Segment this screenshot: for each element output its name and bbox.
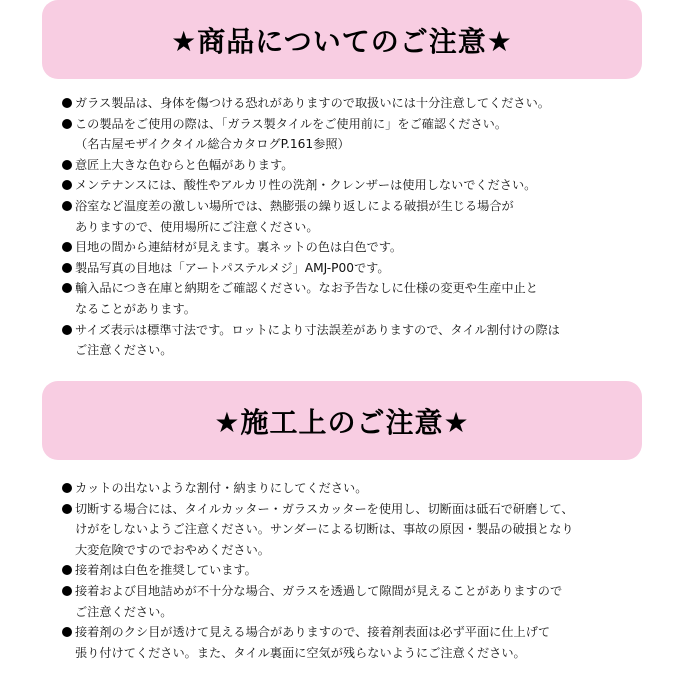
note-line: ご注意ください。 [75, 604, 173, 619]
note-item [62, 499, 662, 561]
note-text [75, 478, 367, 499]
note-line: 輸入品につき在庫と納期をご確認ください。なお予告なしに仕様の変更や生産中止と [75, 281, 538, 296]
bullet-icon [62, 325, 72, 335]
note-line: ご注意ください。 [75, 343, 173, 358]
note-line: カットの出ないような割付・納まりにしてください。 [75, 481, 368, 495]
construction-notes-title: ★施工上のご注意★ [214, 405, 470, 439]
bullet-icon [62, 565, 72, 575]
note-text [75, 320, 560, 361]
note-text [75, 499, 574, 561]
bullet-icon [62, 504, 72, 514]
note-line: ガラス製品は、身体を傷つける恐れがありますので取扱いには十分注意してください。 [75, 96, 550, 110]
note-text [75, 196, 514, 237]
bullet-icon [62, 98, 72, 108]
note-text [75, 581, 562, 622]
note-line: 大変危険ですのでおやめください。 [75, 542, 270, 557]
bullet-icon [62, 586, 72, 596]
note-item [62, 93, 662, 114]
note-line: サイズ表示は標準寸法です。ロットにより寸法誤差がありますので、タイル割付けの際は [75, 322, 560, 337]
note-line: 浴室など温度差の激しい場所では、熱膨張の繰り返しによる破損が生じる場合が [75, 198, 514, 213]
note-text [75, 237, 402, 258]
note-line: 接着および目地詰めが不十分な場合、ガラスを透過して隙間が見えることがありますので [75, 583, 563, 598]
note-item [62, 478, 662, 499]
note-line: 意匠上大きな色むらと色幅があります。 [75, 157, 294, 172]
bullet-icon [62, 627, 72, 637]
note-text [75, 93, 550, 114]
note-line: 製品写真の目地は「アートパステルメジ」AMJ-P00です。 [75, 260, 390, 275]
bullet-icon [62, 160, 72, 170]
note-item [62, 196, 662, 237]
construction-notes-list [62, 478, 662, 663]
note-text [75, 258, 390, 279]
note-line: なることがあります。 [75, 301, 196, 316]
note-text [75, 278, 538, 319]
note-text [75, 114, 507, 155]
note-item [62, 581, 662, 622]
note-item [62, 560, 662, 581]
bullet-icon [62, 263, 72, 273]
note-line: けがをしないようご注意ください。サンダーによる切断は、事故の原因・製品の破損となり [75, 522, 574, 537]
note-line: 目地の間から連結材が見えます。裏ネットの色は白色です。 [75, 240, 403, 255]
bullet-icon [62, 283, 72, 293]
bullet-icon [62, 201, 72, 211]
note-item [62, 237, 662, 258]
note-text [75, 560, 257, 581]
construction-notes-banner [42, 381, 642, 460]
note-text [75, 155, 293, 176]
product-notes-banner [42, 0, 642, 79]
note-line: （名古屋モザイクタイル総合カタログP.161参照） [75, 137, 350, 152]
note-item [62, 622, 662, 663]
note-item [62, 155, 662, 176]
note-item [62, 278, 662, 319]
note-line: 接着剤は白色を推奨しています。 [75, 563, 257, 578]
product-notes-list [62, 93, 662, 361]
note-line: 張り付けてください。また、タイル裏面に空気が残らないようにご注意ください。 [75, 645, 526, 660]
product-notes-title: ★商品についてのご注意★ [171, 24, 513, 58]
note-text [75, 622, 550, 663]
note-item [62, 320, 662, 361]
bullet-icon [62, 119, 72, 129]
note-line: メンテナンスには、酸性やアルカリ性の洗剤・クレンザーは使用しないでください。 [75, 178, 537, 193]
note-line: ありますので、使用場所にご注意ください。 [75, 219, 319, 234]
note-line: この製品をご使用の際は、「ガラス製タイルをご使用前に」をご確認ください。 [75, 116, 508, 131]
note-line: 接着剤のクシ目が透けて見える場合がありますので、接着剤表面は必ず平面に仕上げて [75, 625, 551, 640]
note-item [62, 175, 662, 196]
note-item [62, 258, 662, 279]
note-line: 切断する場合には、タイルカッター・ガラスカッターを使用し、切断面は砥石で研磨して、 [75, 501, 574, 516]
note-text [75, 175, 536, 196]
bullet-icon [62, 242, 72, 252]
bullet-icon [62, 180, 72, 190]
bullet-icon [62, 483, 72, 493]
note-item [62, 114, 662, 155]
